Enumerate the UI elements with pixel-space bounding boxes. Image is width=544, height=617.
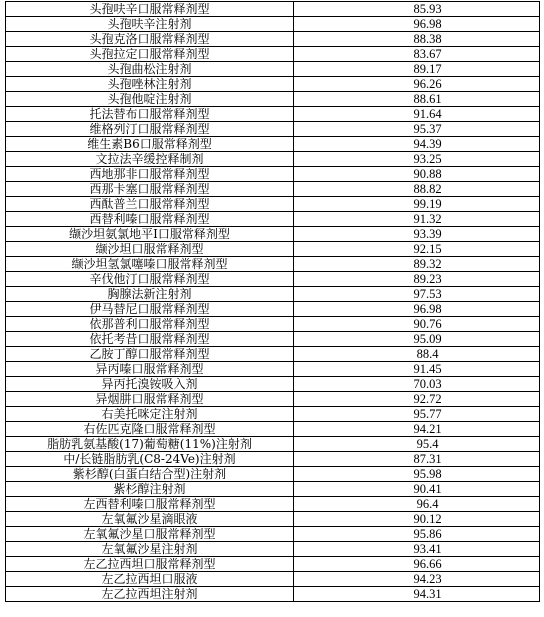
drug-name-cell: 左乙拉西坦口服常释剂型 [6, 557, 294, 572]
table-row [6, 17, 540, 32]
score-cell: 88.4 [294, 347, 540, 362]
score-cell: 91.32 [294, 212, 540, 227]
drug-name-cell: 头孢呋辛口服常释剂型 [6, 2, 294, 17]
drug-name-cell: 西酞普兰口服常释剂型 [6, 197, 294, 212]
score-cell: 93.39 [294, 227, 540, 242]
score-cell: 90.12 [294, 512, 540, 527]
score-cell: 95.37 [294, 122, 540, 137]
table-row [6, 557, 540, 572]
score-cell: 99.19 [294, 197, 540, 212]
drug-name-cell: 左西替利嗪口服常释剂型 [6, 497, 294, 512]
table-row [6, 62, 540, 77]
score-cell: 93.25 [294, 152, 540, 167]
score-cell: 88.82 [294, 182, 540, 197]
drug-name-cell: 头孢呋辛注射剂 [6, 17, 294, 32]
table-row [6, 122, 540, 137]
score-cell: 94.21 [294, 422, 540, 437]
table-row [6, 362, 540, 377]
drug-name-cell: 依托考昔口服常释剂型 [6, 332, 294, 347]
table-row [6, 2, 540, 17]
drug-name-cell: 文拉法辛缓控释制剂 [6, 152, 294, 167]
table-body [6, 2, 540, 602]
score-cell: 92.72 [294, 392, 540, 407]
drug-name-cell: 头孢曲松注射剂 [6, 62, 294, 77]
score-cell: 89.32 [294, 257, 540, 272]
table-row [6, 332, 540, 347]
table-row [6, 422, 540, 437]
score-cell: 95.4 [294, 437, 540, 452]
score-cell: 85.93 [294, 2, 540, 17]
drug-name-cell: 左乙拉西坦注射剂 [6, 587, 294, 602]
score-cell: 96.98 [294, 17, 540, 32]
drug-name-cell: 西地那非口服常释剂型 [6, 167, 294, 182]
drug-score-table [5, 1, 540, 602]
score-cell: 95.86 [294, 527, 540, 542]
drug-name-cell: 西替利嗪口服常释剂型 [6, 212, 294, 227]
table-row [6, 197, 540, 212]
drug-name-cell: 异烟肼口服常释剂型 [6, 392, 294, 407]
table-row [6, 212, 540, 227]
table-row [6, 302, 540, 317]
drug-name-cell: 托法替布口服常释剂型 [6, 107, 294, 122]
table-row [6, 437, 540, 452]
score-cell: 96.26 [294, 77, 540, 92]
table-row [6, 467, 540, 482]
drug-name-cell: 右佐匹克隆口服常释剂型 [6, 422, 294, 437]
score-cell: 90.41 [294, 482, 540, 497]
score-cell: 91.64 [294, 107, 540, 122]
table-row [6, 377, 540, 392]
drug-name-cell: 依那普利口服常释剂型 [6, 317, 294, 332]
score-cell: 92.15 [294, 242, 540, 257]
table-row [6, 587, 540, 602]
drug-name-cell: 异丙嗪口服常释剂型 [6, 362, 294, 377]
table-row [6, 287, 540, 302]
score-cell: 70.03 [294, 377, 540, 392]
score-cell: 88.38 [294, 32, 540, 47]
drug-name-cell: 左氧氟沙星注射剂 [6, 542, 294, 557]
table-row [6, 452, 540, 467]
table-row [6, 347, 540, 362]
drug-name-cell: 头孢拉定口服常释剂型 [6, 47, 294, 62]
table-row [6, 92, 540, 107]
score-cell: 88.61 [294, 92, 540, 107]
table-row [6, 497, 540, 512]
drug-name-cell: 伊马替尼口服常释剂型 [6, 302, 294, 317]
table-row [6, 167, 540, 182]
drug-name-cell: 胸腺法新注射剂 [6, 287, 294, 302]
score-cell: 94.31 [294, 587, 540, 602]
score-cell: 96.4 [294, 497, 540, 512]
drug-name-cell: 左氧氟沙星滴眼液 [6, 512, 294, 527]
table-row [6, 542, 540, 557]
score-cell: 90.76 [294, 317, 540, 332]
table-row [6, 242, 540, 257]
table-row [6, 512, 540, 527]
drug-name-cell: 维生素B6口服常释剂型 [6, 137, 294, 152]
score-cell: 96.66 [294, 557, 540, 572]
score-cell: 87.31 [294, 452, 540, 467]
drug-name-cell: 头孢他啶注射剂 [6, 92, 294, 107]
score-cell: 96.98 [294, 302, 540, 317]
table-row [6, 407, 540, 422]
score-cell: 89.17 [294, 62, 540, 77]
table-row [6, 257, 540, 272]
drug-name-cell: 左氧氟沙星口服常释剂型 [6, 527, 294, 542]
score-cell: 95.09 [294, 332, 540, 347]
score-cell: 93.41 [294, 542, 540, 557]
drug-name-cell: 缬沙坦氢氯噻嗪口服常释剂型 [6, 257, 294, 272]
drug-name-cell: 脂肪乳氨基酸(17)葡萄糖(11%)注射剂 [6, 437, 294, 452]
score-cell: 95.77 [294, 407, 540, 422]
score-cell: 91.45 [294, 362, 540, 377]
drug-name-cell: 异丙托溴铵吸入剂 [6, 377, 294, 392]
drug-name-cell: 乙胺丁醇口服常释剂型 [6, 347, 294, 362]
table-row [6, 527, 540, 542]
table-row [6, 482, 540, 497]
drug-name-cell: 右美托咪定注射剂 [6, 407, 294, 422]
drug-name-cell: 缬沙坦口服常释剂型 [6, 242, 294, 257]
score-cell: 83.67 [294, 47, 540, 62]
table-row [6, 572, 540, 587]
drug-name-cell: 维格列汀口服常释剂型 [6, 122, 294, 137]
drug-name-cell: 头孢唑林注射剂 [6, 77, 294, 92]
table-row [6, 77, 540, 92]
table-row [6, 272, 540, 287]
drug-name-cell: 西那卡塞口服常释剂型 [6, 182, 294, 197]
score-cell: 90.88 [294, 167, 540, 182]
drug-name-cell: 左乙拉西坦口服液 [6, 572, 294, 587]
score-cell: 97.53 [294, 287, 540, 302]
drug-name-cell: 中/长链脂肪乳(C8-24Ve)注射剂 [6, 452, 294, 467]
table-row [6, 317, 540, 332]
score-cell: 94.23 [294, 572, 540, 587]
table-row [6, 137, 540, 152]
drug-name-cell: 紫杉醇注射剂 [6, 482, 294, 497]
table-row [6, 107, 540, 122]
table-row [6, 152, 540, 167]
table-row [6, 182, 540, 197]
score-cell: 89.23 [294, 272, 540, 287]
drug-name-cell: 头孢克洛口服常释剂型 [6, 32, 294, 47]
drug-name-cell: 缬沙坦氨氯地平Ⅰ口服常释剂型 [6, 227, 294, 242]
drug-name-cell: 紫杉醇(白蛋白结合型)注射剂 [6, 467, 294, 482]
table-row [6, 392, 540, 407]
table-row [6, 227, 540, 242]
score-cell: 95.98 [294, 467, 540, 482]
score-cell: 94.39 [294, 137, 540, 152]
table-row [6, 47, 540, 62]
drug-score-table-container [5, 1, 540, 602]
table-row [6, 32, 540, 47]
drug-name-cell: 辛伐他汀口服常释剂型 [6, 272, 294, 287]
